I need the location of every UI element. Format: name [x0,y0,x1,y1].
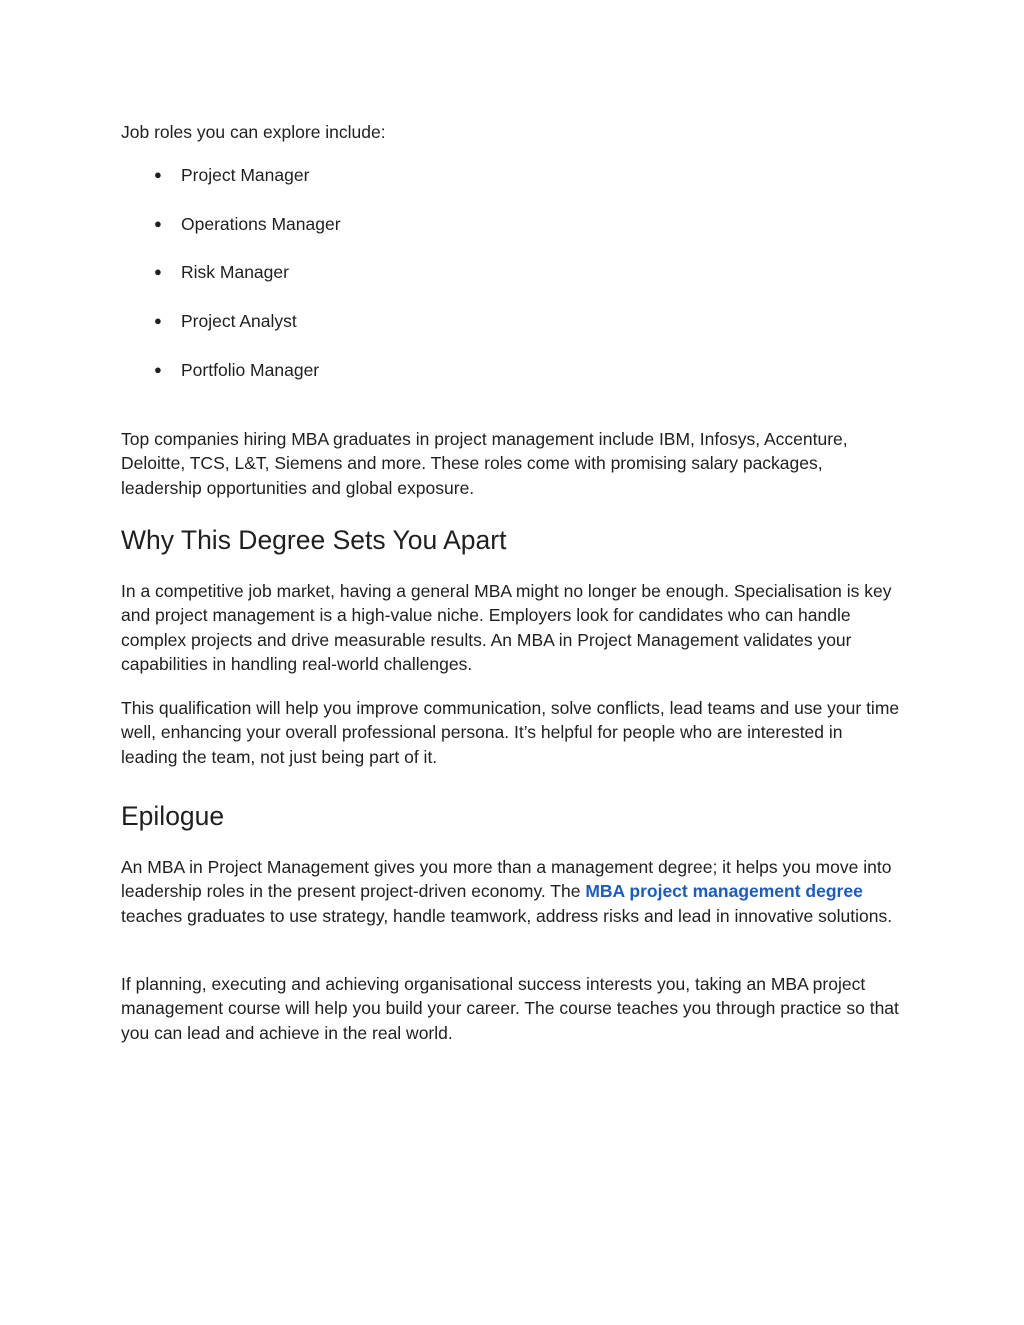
list-item [121,358,903,383]
epilogue-paragraph-2: If planning, executing and achieving organisational success interests you, taking an MBA project management course will help you build your career. The course teaches you through practice so that you can lead and achieve in the real world. [121,974,899,1043]
list-item-label: Project Manager [181,165,310,185]
why-degree-paragraph-2: This qualification will help you improve communication, solve conflicts, lead teams and use your time well, enhancing your overall professional persona. It’s helpful for people who are interested in leading the team, not just being part of it. [121,698,900,767]
list-item [121,309,903,334]
bullet-icon: ● [154,215,162,231]
list-item [121,260,903,285]
companies-paragraph: Top companies hiring MBA graduates in project management include IBM, Infosys, Accenture, Deloitte, TCS, L&T, Siemens and more. These roles come with promising salary packages, leadership opportunities and global exposure. [121,429,848,498]
epilogue-text-after-link: teaches graduates to use strategy, handle teamwork, address risks and lead in innovative solutions. [121,905,893,926]
job-roles-list [121,163,903,406]
bullet-icon: ● [154,167,162,182]
intro-text: Job roles you can explore include: [121,122,386,142]
list-item-label: Project Analyst [181,311,297,332]
bullet-icon: ● [154,264,162,280]
mba-degree-link[interactable]: MBA project management degree [585,881,863,902]
section-heading-epilogue: Epilogue [121,801,225,831]
bullet-icon: ● [154,313,162,329]
epilogue-paragraph-1 [121,855,903,928]
why-degree-paragraph-1: In a competitive job market, having a general MBA might no longer be enough. Specialisation is key and project management is a high-value niche. Employers look for candidates who can handle complex projects and drive measurable results. An MBA in Project Management validates your capabilities in handling real-world challenges. [121,581,892,675]
bullet-icon: ● [154,361,162,377]
section-heading-why-degree: Why This Degree Sets You Apart [121,525,507,555]
list-item [121,212,903,237]
list-item-label: Portfolio Manager [181,359,320,380]
list-item-label: Risk Manager [181,262,289,283]
list-item-label: Operations Manager [181,213,341,234]
list-item [121,163,903,188]
epilogue-text-before-link: An MBA in Project Management gives you more than a management degree; it helps you move into leadership roles in the present project-driven economy. The [121,857,892,902]
